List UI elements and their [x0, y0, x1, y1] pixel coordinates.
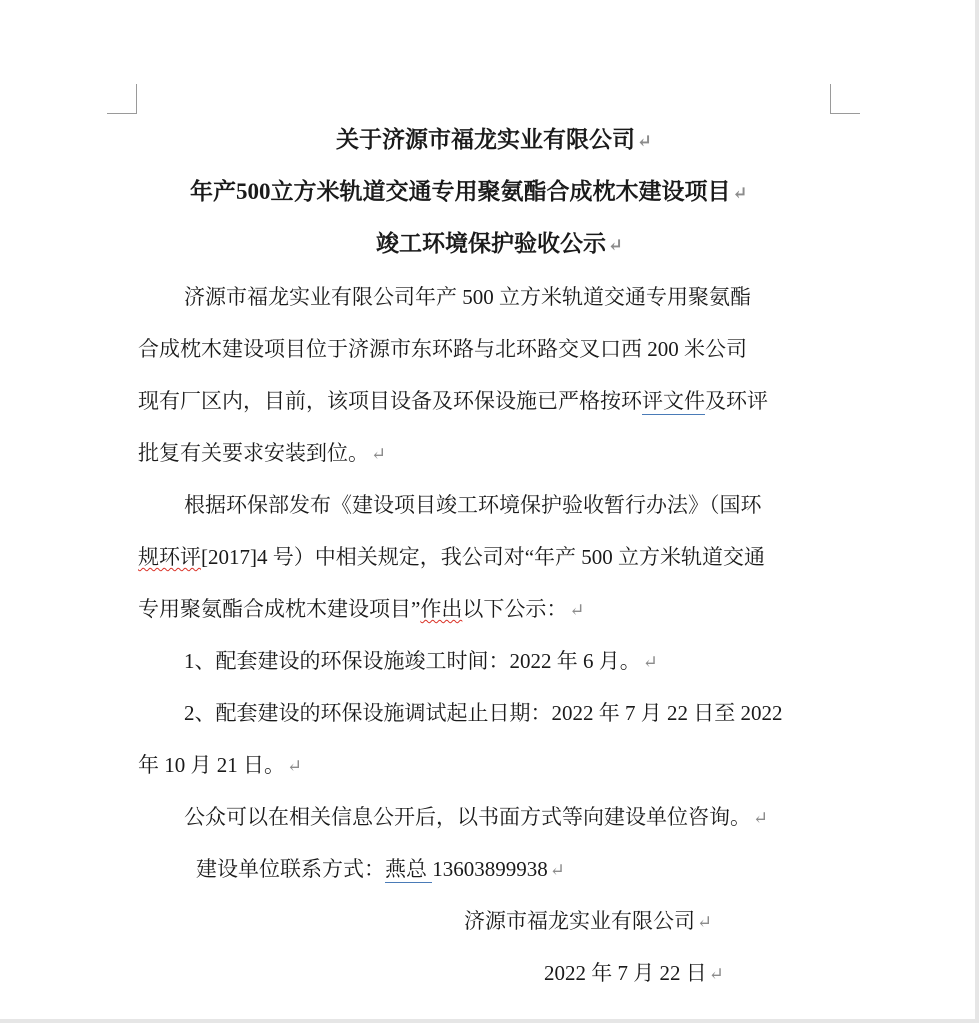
top-right-crop-mark	[830, 84, 860, 114]
body-paragraph-1-line-2[interactable]: 合成枕木建设项目位于济源市东环路与北环路交叉口西 200 米公司	[138, 337, 747, 361]
title-line-3[interactable]: 竣工环境保护验收公示 ↵	[376, 231, 624, 256]
paragraph-mark-icon: ↵	[753, 808, 769, 828]
paragraph-mark-icon: ↵	[642, 652, 658, 672]
body-paragraph-2-line-1[interactable]: 根据环保部发布《建设项目竣工环境保护验收暂行办法》（国环	[184, 493, 762, 517]
page-bottom-edge	[0, 1019, 979, 1023]
contact-line[interactable]: 建设单位联系方式：燕总 13603899938 ↵	[196, 857, 565, 881]
body-paragraph-1-line-3[interactable]: 现有厂区内，目前，该项目设备及环保设施已严格按环评文件及环评	[138, 389, 768, 413]
contact-phone: 13603899938	[432, 857, 548, 881]
spellcheck-underline[interactable]: 规环评	[138, 545, 201, 569]
paragraph-mark-icon: ↵	[287, 756, 303, 776]
top-left-crop-mark	[107, 84, 137, 114]
paragraph-mark-icon: ↵	[569, 600, 585, 620]
paragraph-mark-icon: ↵	[549, 860, 565, 880]
paragraph-mark-icon: ↵	[637, 131, 653, 151]
body-paragraph-1-line-1[interactable]: 济源市福龙实业有限公司年产 500 立方米轨道交通专用聚氨酯	[184, 285, 751, 309]
body-paragraph-2-line-3[interactable]: 专用聚氨酯合成枕木建设项目”作出以下公示： ↵	[138, 597, 585, 621]
body-paragraph-1-line-4[interactable]: 批复有关要求安装到位。 ↵	[138, 441, 387, 465]
spellcheck-underline[interactable]: 作出	[420, 597, 463, 621]
paragraph-mark-icon: ↵	[697, 912, 713, 932]
notice-item-2-line-2[interactable]: 年 10 月 21 日。 ↵	[138, 753, 303, 777]
public-consultation-note[interactable]: 公众可以在相关信息公开后，以书面方式等向建设单位咨询。 ↵	[184, 805, 769, 829]
notice-item-1[interactable]: 1、配套建设的环保设施竣工时间：2022 年 6 月。 ↵	[184, 649, 658, 673]
paragraph-mark-icon: ↵	[708, 964, 724, 984]
paragraph-mark-icon: ↵	[732, 183, 748, 203]
revision-underline[interactable]: 评文件	[642, 389, 705, 413]
signature-company[interactable]: 济源市福龙实业有限公司 ↵	[464, 909, 713, 933]
paragraph-mark-icon: ↵	[371, 444, 387, 464]
title-line-2[interactable]: 年产500立方米轨道交通专用聚氨酯合成枕木建设项目 ↵	[190, 179, 748, 204]
title-line-1[interactable]: 关于济源市福龙实业有限公司 ↵	[336, 127, 653, 152]
notice-item-2-line-1[interactable]: 2、配套建设的环保设施调试起止日期：2022 年 7 月 22 日至 2022	[184, 701, 783, 725]
signature-date[interactable]: 2022 年 7 月 22 日 ↵	[544, 961, 724, 985]
page-right-edge	[975, 0, 979, 1023]
paragraph-mark-icon: ↵	[608, 235, 624, 255]
body-paragraph-2-line-2[interactable]: 规环评[2017]4 号）中相关规定，我公司对“年产 500 立方米轨道交通	[138, 545, 766, 569]
contact-name[interactable]: 燕总	[385, 857, 433, 881]
